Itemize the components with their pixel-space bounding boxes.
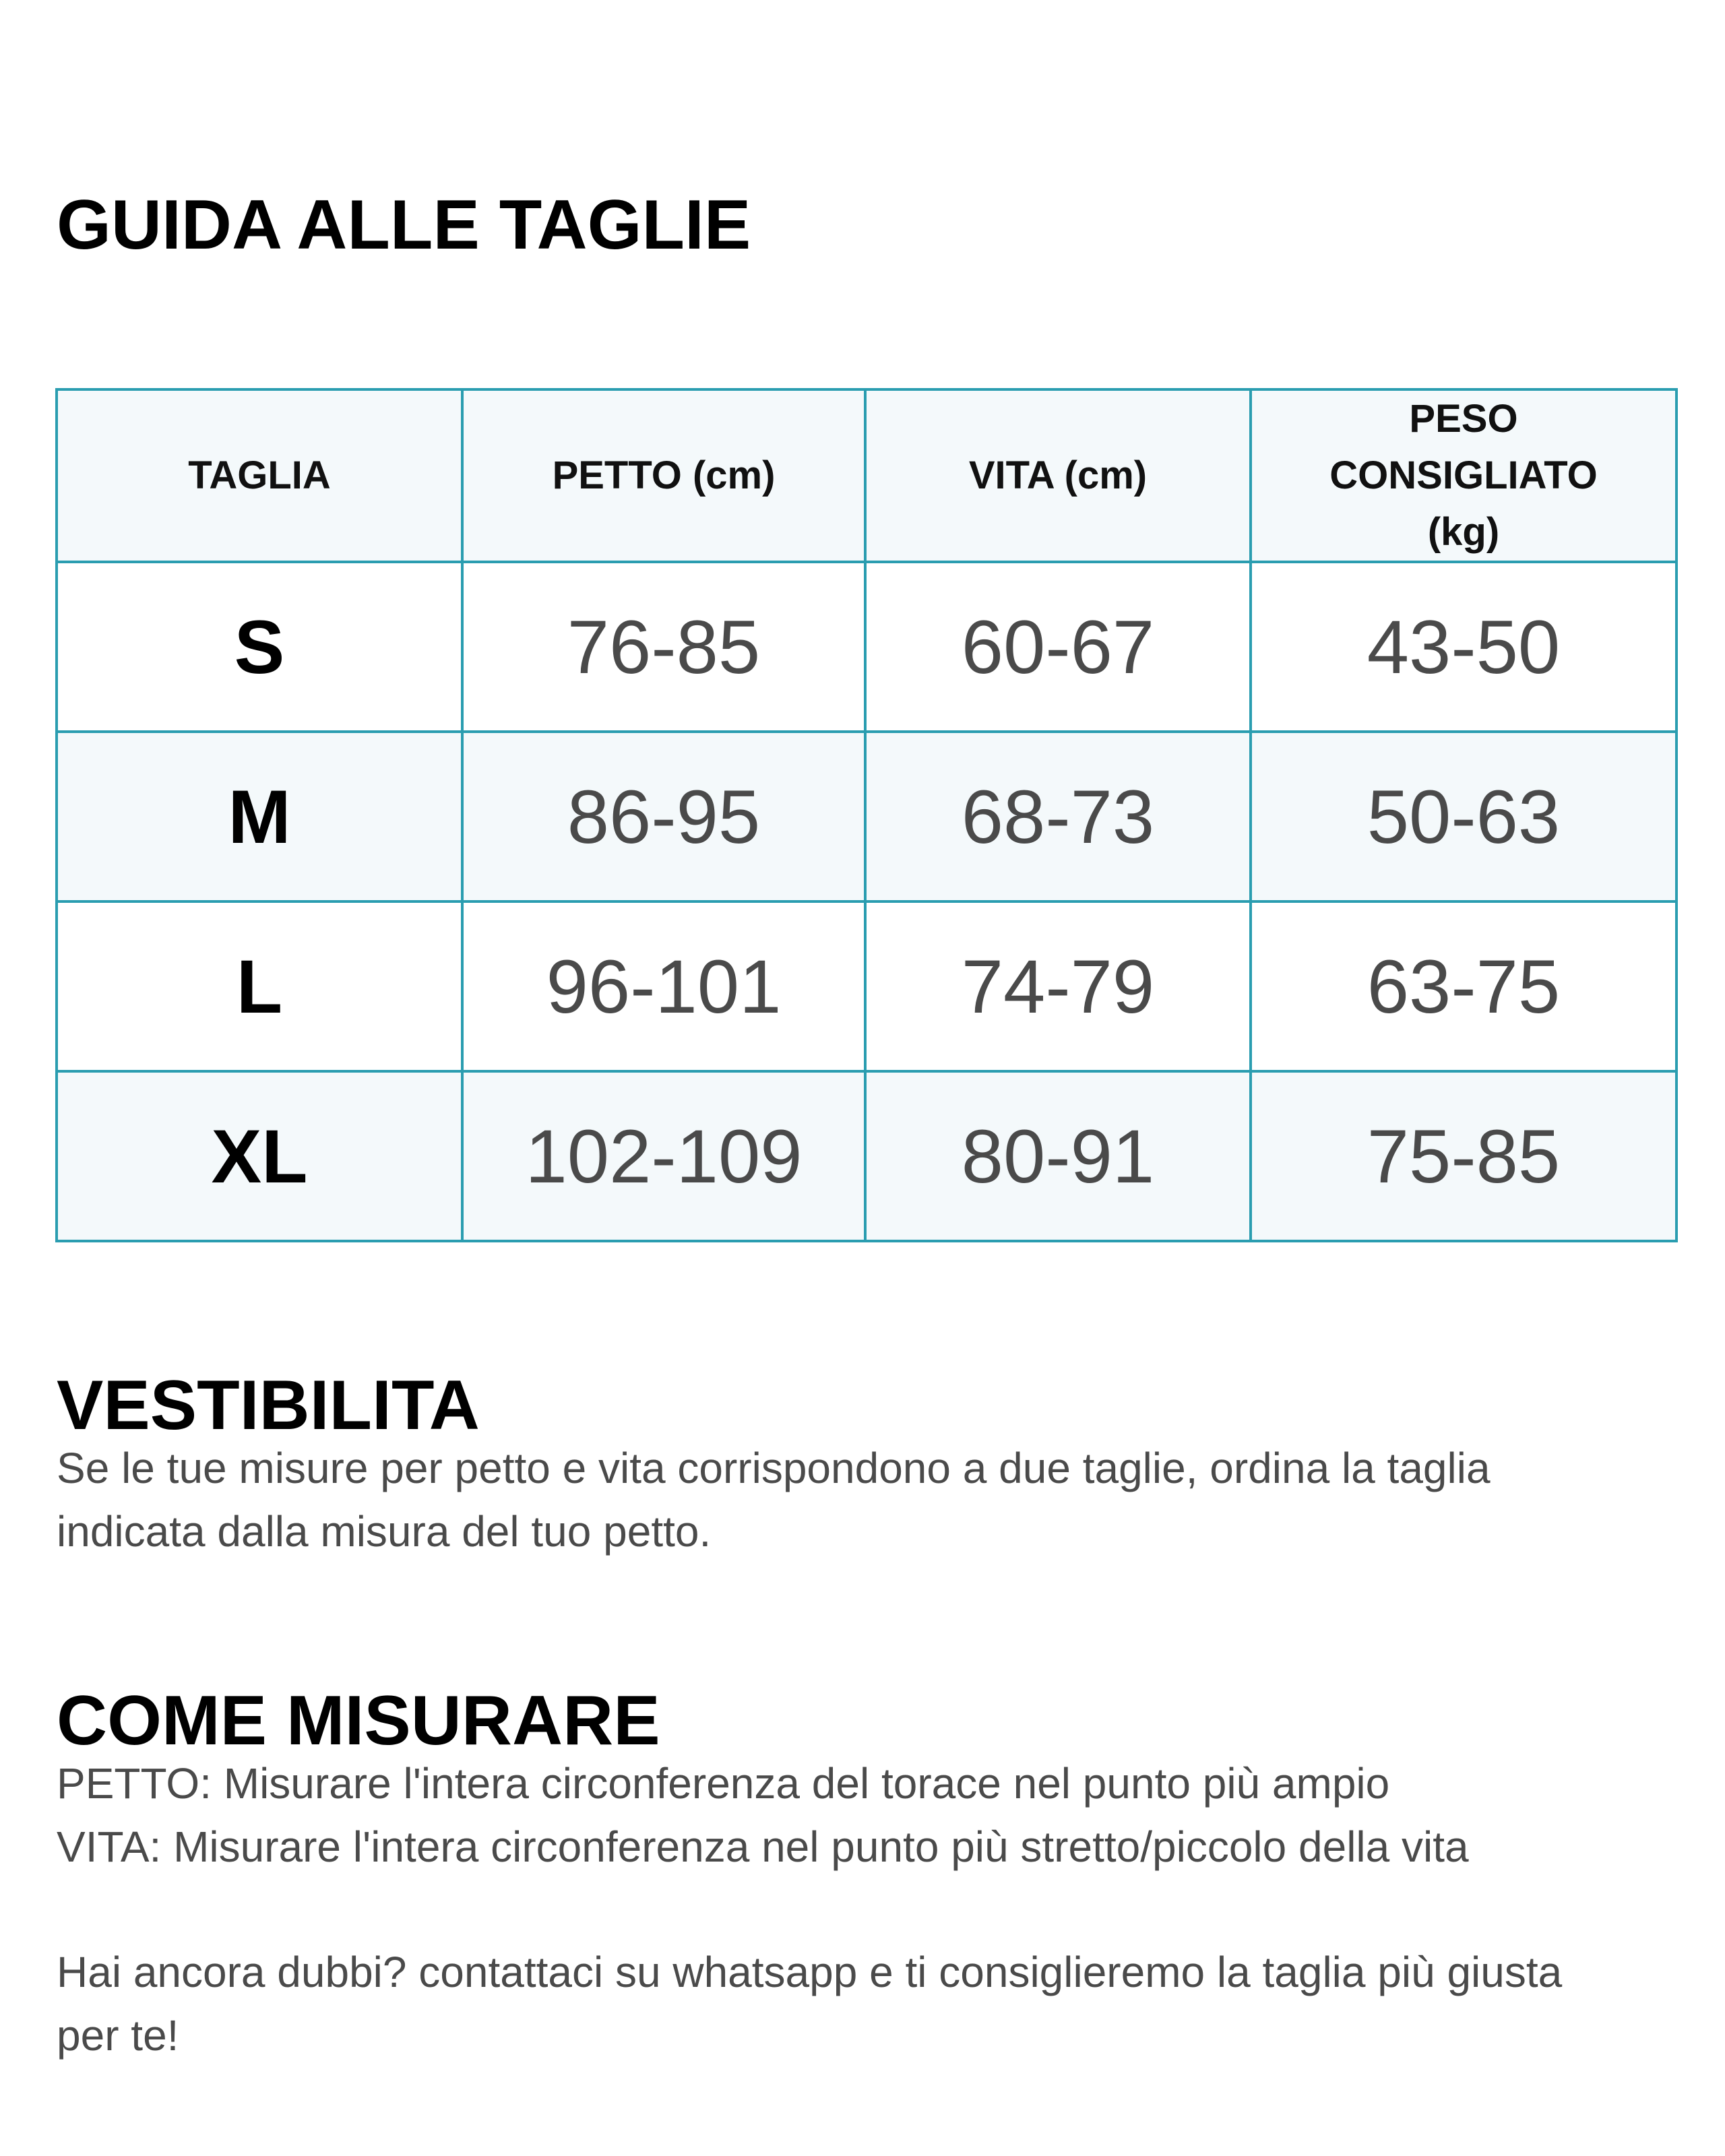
table-row [57, 732, 1676, 901]
measure-line-waist: VITA: Misurare l'intera circonferenza nel punto più stretto/piccolo della vita [57, 1822, 1469, 1871]
waist-cell: 60-67 [865, 562, 1251, 732]
chest-cell: 96-101 [462, 901, 865, 1071]
fit-heading: VESTIBILITA [57, 1366, 480, 1445]
fit-line: indicata dalla misura del tuo petto. [57, 1507, 712, 1556]
page-title: GUIDA ALLE TAGLIE [57, 186, 751, 264]
table-row [57, 901, 1676, 1071]
header-chest: PETTO (cm) [462, 389, 865, 562]
waist-cell: 68-73 [865, 732, 1251, 901]
size-cell: XL [57, 1071, 462, 1241]
measure-instructions [57, 1752, 1674, 1878]
waist-cell: 74-79 [865, 901, 1251, 1071]
header-weight: PESO CONSIGLIATO (kg) [1251, 389, 1676, 562]
measure-line-chest: PETTO: Misurare l'intera circonferenza del torace nel punto più ampio [57, 1759, 1390, 1808]
table-row [57, 562, 1676, 732]
weight-cell: 63-75 [1251, 901, 1676, 1071]
size-chart-table [55, 388, 1678, 1242]
chest-cell: 102-109 [462, 1071, 865, 1241]
contact-note [57, 1940, 1674, 2067]
weight-cell: 75-85 [1251, 1071, 1676, 1241]
weight-cell: 43-50 [1251, 562, 1676, 732]
chest-cell: 86-95 [462, 732, 865, 901]
table-row [57, 1071, 1676, 1241]
fit-description [57, 1436, 1674, 1563]
header-waist: VITA (cm) [865, 389, 1251, 562]
contact-line: Hai ancora dubbi? contattaci su whatsapp e ti consiglieremo la taglia più giusta [57, 1948, 1563, 1996]
size-cell: M [57, 732, 462, 901]
size-cell: L [57, 901, 462, 1071]
table-header-row [57, 389, 1676, 562]
measure-heading: COME MISURARE [57, 1682, 660, 1760]
size-cell: S [57, 562, 462, 732]
waist-cell: 80-91 [865, 1071, 1251, 1241]
contact-line: per te! [57, 2011, 179, 2060]
header-size: TAGLIA [57, 389, 462, 562]
weight-cell: 50-63 [1251, 732, 1676, 901]
fit-line: Se le tue misure per petto e vita corrispondono a due taglie, ordina la taglia [57, 1444, 1491, 1492]
chest-cell: 76-85 [462, 562, 865, 732]
